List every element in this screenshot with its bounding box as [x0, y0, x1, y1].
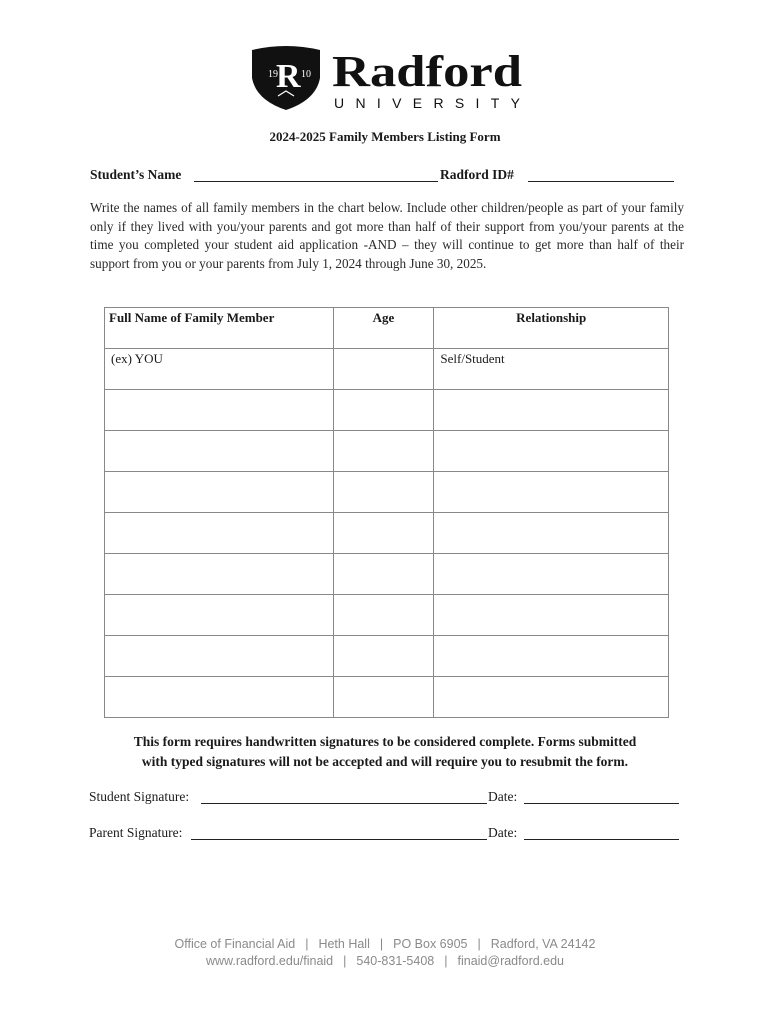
student-date-field[interactable]: [524, 803, 679, 804]
radford-id-label: Radford ID#: [440, 167, 514, 182]
cell-relationship[interactable]: [434, 554, 669, 595]
cell-age[interactable]: [333, 636, 434, 677]
cell-name[interactable]: [105, 390, 334, 431]
cell-relationship[interactable]: [434, 390, 669, 431]
table-row: [105, 513, 669, 554]
seal-year-right: 10: [301, 69, 311, 80]
cell-age[interactable]: [333, 513, 434, 554]
header-relationship: Relationship: [434, 308, 669, 349]
cell-name[interactable]: [105, 431, 334, 472]
student-signature-label: Student Signature:: [89, 789, 190, 804]
cell-relationship[interactable]: [434, 636, 669, 677]
parent-date-field[interactable]: [524, 839, 679, 840]
table-row: [105, 390, 669, 431]
cell-age[interactable]: [333, 349, 434, 390]
cell-age[interactable]: [333, 390, 434, 431]
cell-name[interactable]: [105, 595, 334, 636]
footer-separator: |: [343, 954, 347, 968]
cell-name[interactable]: [105, 513, 334, 554]
parent-signature-label: Parent Signature:: [89, 825, 183, 840]
table-row: [105, 349, 669, 390]
footer-building: Heth Hall: [318, 937, 370, 951]
cell-age[interactable]: [333, 472, 434, 513]
signature-notice: [90, 732, 680, 771]
cell-age[interactable]: [333, 595, 434, 636]
notice-line-2: with typed signatures will not be accepted and will require you to resubmit the form.: [141, 753, 629, 769]
cell-relationship[interactable]: Self/Student: [434, 349, 669, 390]
footer-separator: |: [305, 937, 309, 951]
table-row: [105, 472, 669, 513]
logo-wordmark: Radford: [332, 47, 522, 96]
table-row: [105, 554, 669, 595]
cell-name[interactable]: (ex) YOU: [105, 349, 334, 390]
table-header-row: [105, 308, 669, 349]
radford-logo: [248, 44, 528, 114]
table-row: [105, 431, 669, 472]
footer-office: Office of Financial Aid: [174, 937, 296, 951]
cell-relationship[interactable]: [434, 513, 669, 554]
student-date-label: Date:: [488, 789, 518, 804]
cell-age[interactable]: [333, 677, 434, 718]
table-row: [105, 595, 669, 636]
cell-age[interactable]: [333, 431, 434, 472]
footer-po-box: PO Box 6905: [393, 937, 468, 951]
cell-relationship[interactable]: [434, 431, 669, 472]
seal-year-left: 19: [268, 69, 278, 80]
family-members-table: [104, 307, 669, 718]
cell-relationship[interactable]: [434, 595, 669, 636]
footer-contact-line: [0, 954, 770, 968]
footer-separator: |: [444, 954, 448, 968]
student-name-field[interactable]: [194, 181, 438, 182]
cell-age[interactable]: [333, 554, 434, 595]
footer-city: Radford, VA 24142: [490, 937, 596, 951]
table-row: [105, 636, 669, 677]
seal-letter: R: [276, 58, 301, 95]
header-age: Age: [333, 308, 434, 349]
footer-address-line: [0, 937, 770, 951]
cell-relationship[interactable]: [434, 472, 669, 513]
footer-phone: 540-831-5408: [356, 954, 435, 968]
parent-signature-field[interactable]: [191, 839, 487, 840]
footer-separator: |: [379, 937, 384, 951]
radford-id-field[interactable]: [528, 181, 674, 182]
cell-name[interactable]: [105, 677, 334, 718]
table-row: [105, 677, 669, 718]
cell-name[interactable]: [105, 636, 334, 677]
cell-name[interactable]: [105, 554, 334, 595]
footer-website: www.radford.edu/finaid: [205, 954, 334, 968]
footer-email: finaid@radford.edu: [457, 954, 565, 968]
header-full-name: Full Name of Family Member: [105, 308, 334, 349]
student-name-label: Student’s Name: [90, 167, 182, 182]
cell-name[interactable]: [105, 472, 334, 513]
footer-separator: |: [477, 937, 481, 951]
student-signature-field[interactable]: [201, 803, 487, 804]
parent-date-label: Date:: [488, 825, 518, 840]
logo-subtext: UNIVERSITY: [334, 95, 520, 111]
cell-relationship[interactable]: [434, 677, 669, 718]
notice-line-1: This form requires handwritten signatures to be considered complete. Forms submitted: [133, 734, 637, 749]
instructions-paragraph: Write the names of all family members in the chart below. Include other children/people as part of your family only if they lived with you/your parents and got more than half of their support from you/your parents at the time you completed your student aid application -AND – they will continue to get more than half of their support from you or your parents from July 1, 2024 through June 30, 2025.: [90, 200, 684, 271]
form-title: 2024-2025 Family Members Listing Form: [269, 129, 501, 144]
